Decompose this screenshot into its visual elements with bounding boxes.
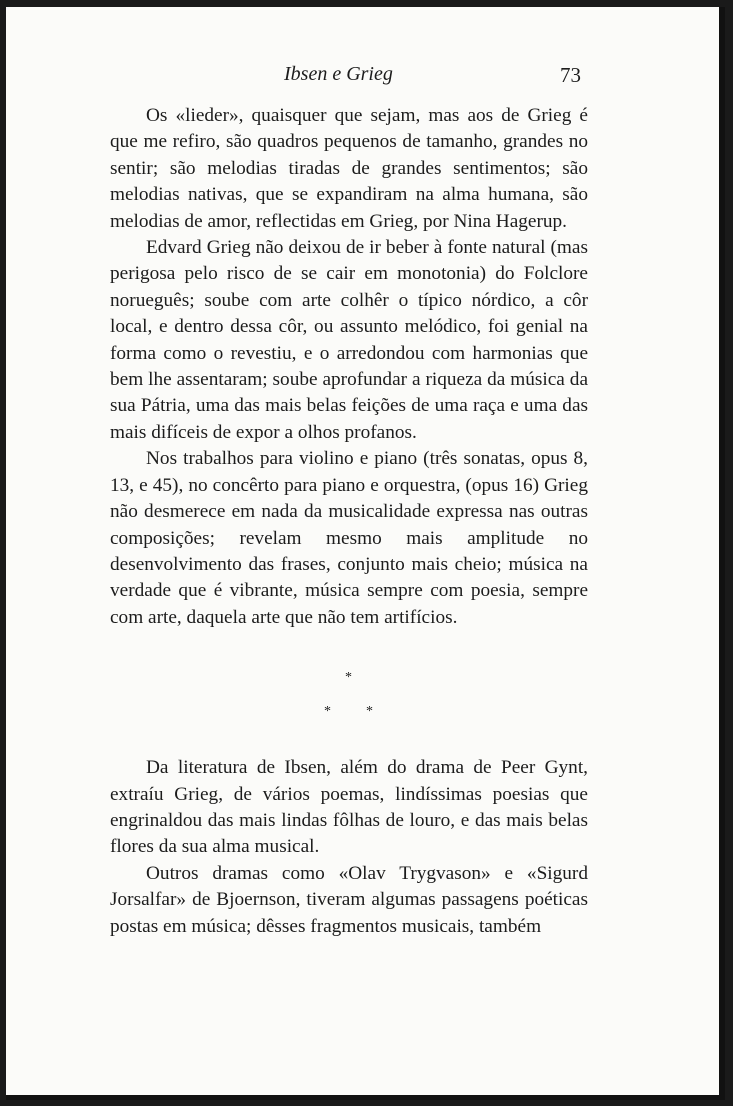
book-page: [6, 7, 725, 1100]
section-break: [110, 657, 588, 733]
running-title: Ibsen e Grieg: [284, 63, 393, 85]
asterisk: *: [324, 704, 331, 720]
page-number: 73: [560, 63, 581, 87]
page-header: [6, 63, 719, 93]
page-body: [110, 103, 588, 940]
asterisk: *: [366, 704, 373, 720]
paragraph: Da literatura de Ibsen, além do drama de Peer Gynt, extraíu Grieg, de vários poemas, lindíssimas poesias que engrinaldou das mais lindas fôlhas de louro, e das mais belas flores da sua alma musical.: [110, 757, 588, 858]
paragraph: Os «lieder», quaisquer que sejam, mas aos de Grieg é que me refiro, são quadros pequenos de tamanho, grandes no sentir; são melodias tiradas de grandes sentimentos; são melodias nativas, que se expandiram na alma humana, são melodias de amor, reflectidas em Grieg, por Nina Hagerup.: [110, 105, 588, 232]
paragraph: Edvard Grieg não deixou de ir beber à fonte natural (mas perigosa pelo risco de se cair em monotonia) do Folclore norueguês; soube com arte colhêr o típico nórdico, a côr local, e dentro dessa côr, ou assunto melódico, foi genial na forma como o revestiu, e o arredondou com harmonias que bem lhe assentaram; soube aprofundar a riqueza da música da sua Pátria, uma das mais belas feições de uma raça e uma das mais difíceis de expor a olhos profanos.: [110, 237, 588, 443]
paragraph: Nos trabalhos para violino e piano (três sonatas, opus 8, 13, e 45), no concêrto para piano e orquestra, (opus 16) Grieg não desmerece em nada da musicalidade expressa nas outras composições; revelam mesmo mais amplitude no desenvolvimento das frases, conjunto mais cheio; música na verdade que é vibrante, música sempre com poesia, sempre com arte, daquela arte que não tem artifícios.: [110, 448, 588, 628]
asterisk: *: [345, 670, 352, 686]
paragraph: Outros dramas como «Olav Trygvason» e «Sigurd Jorsalfar» de Bjoernson, tiveram algumas passagens poéticas postas em música; dêsses fragmentos musicais, também: [110, 862, 588, 937]
